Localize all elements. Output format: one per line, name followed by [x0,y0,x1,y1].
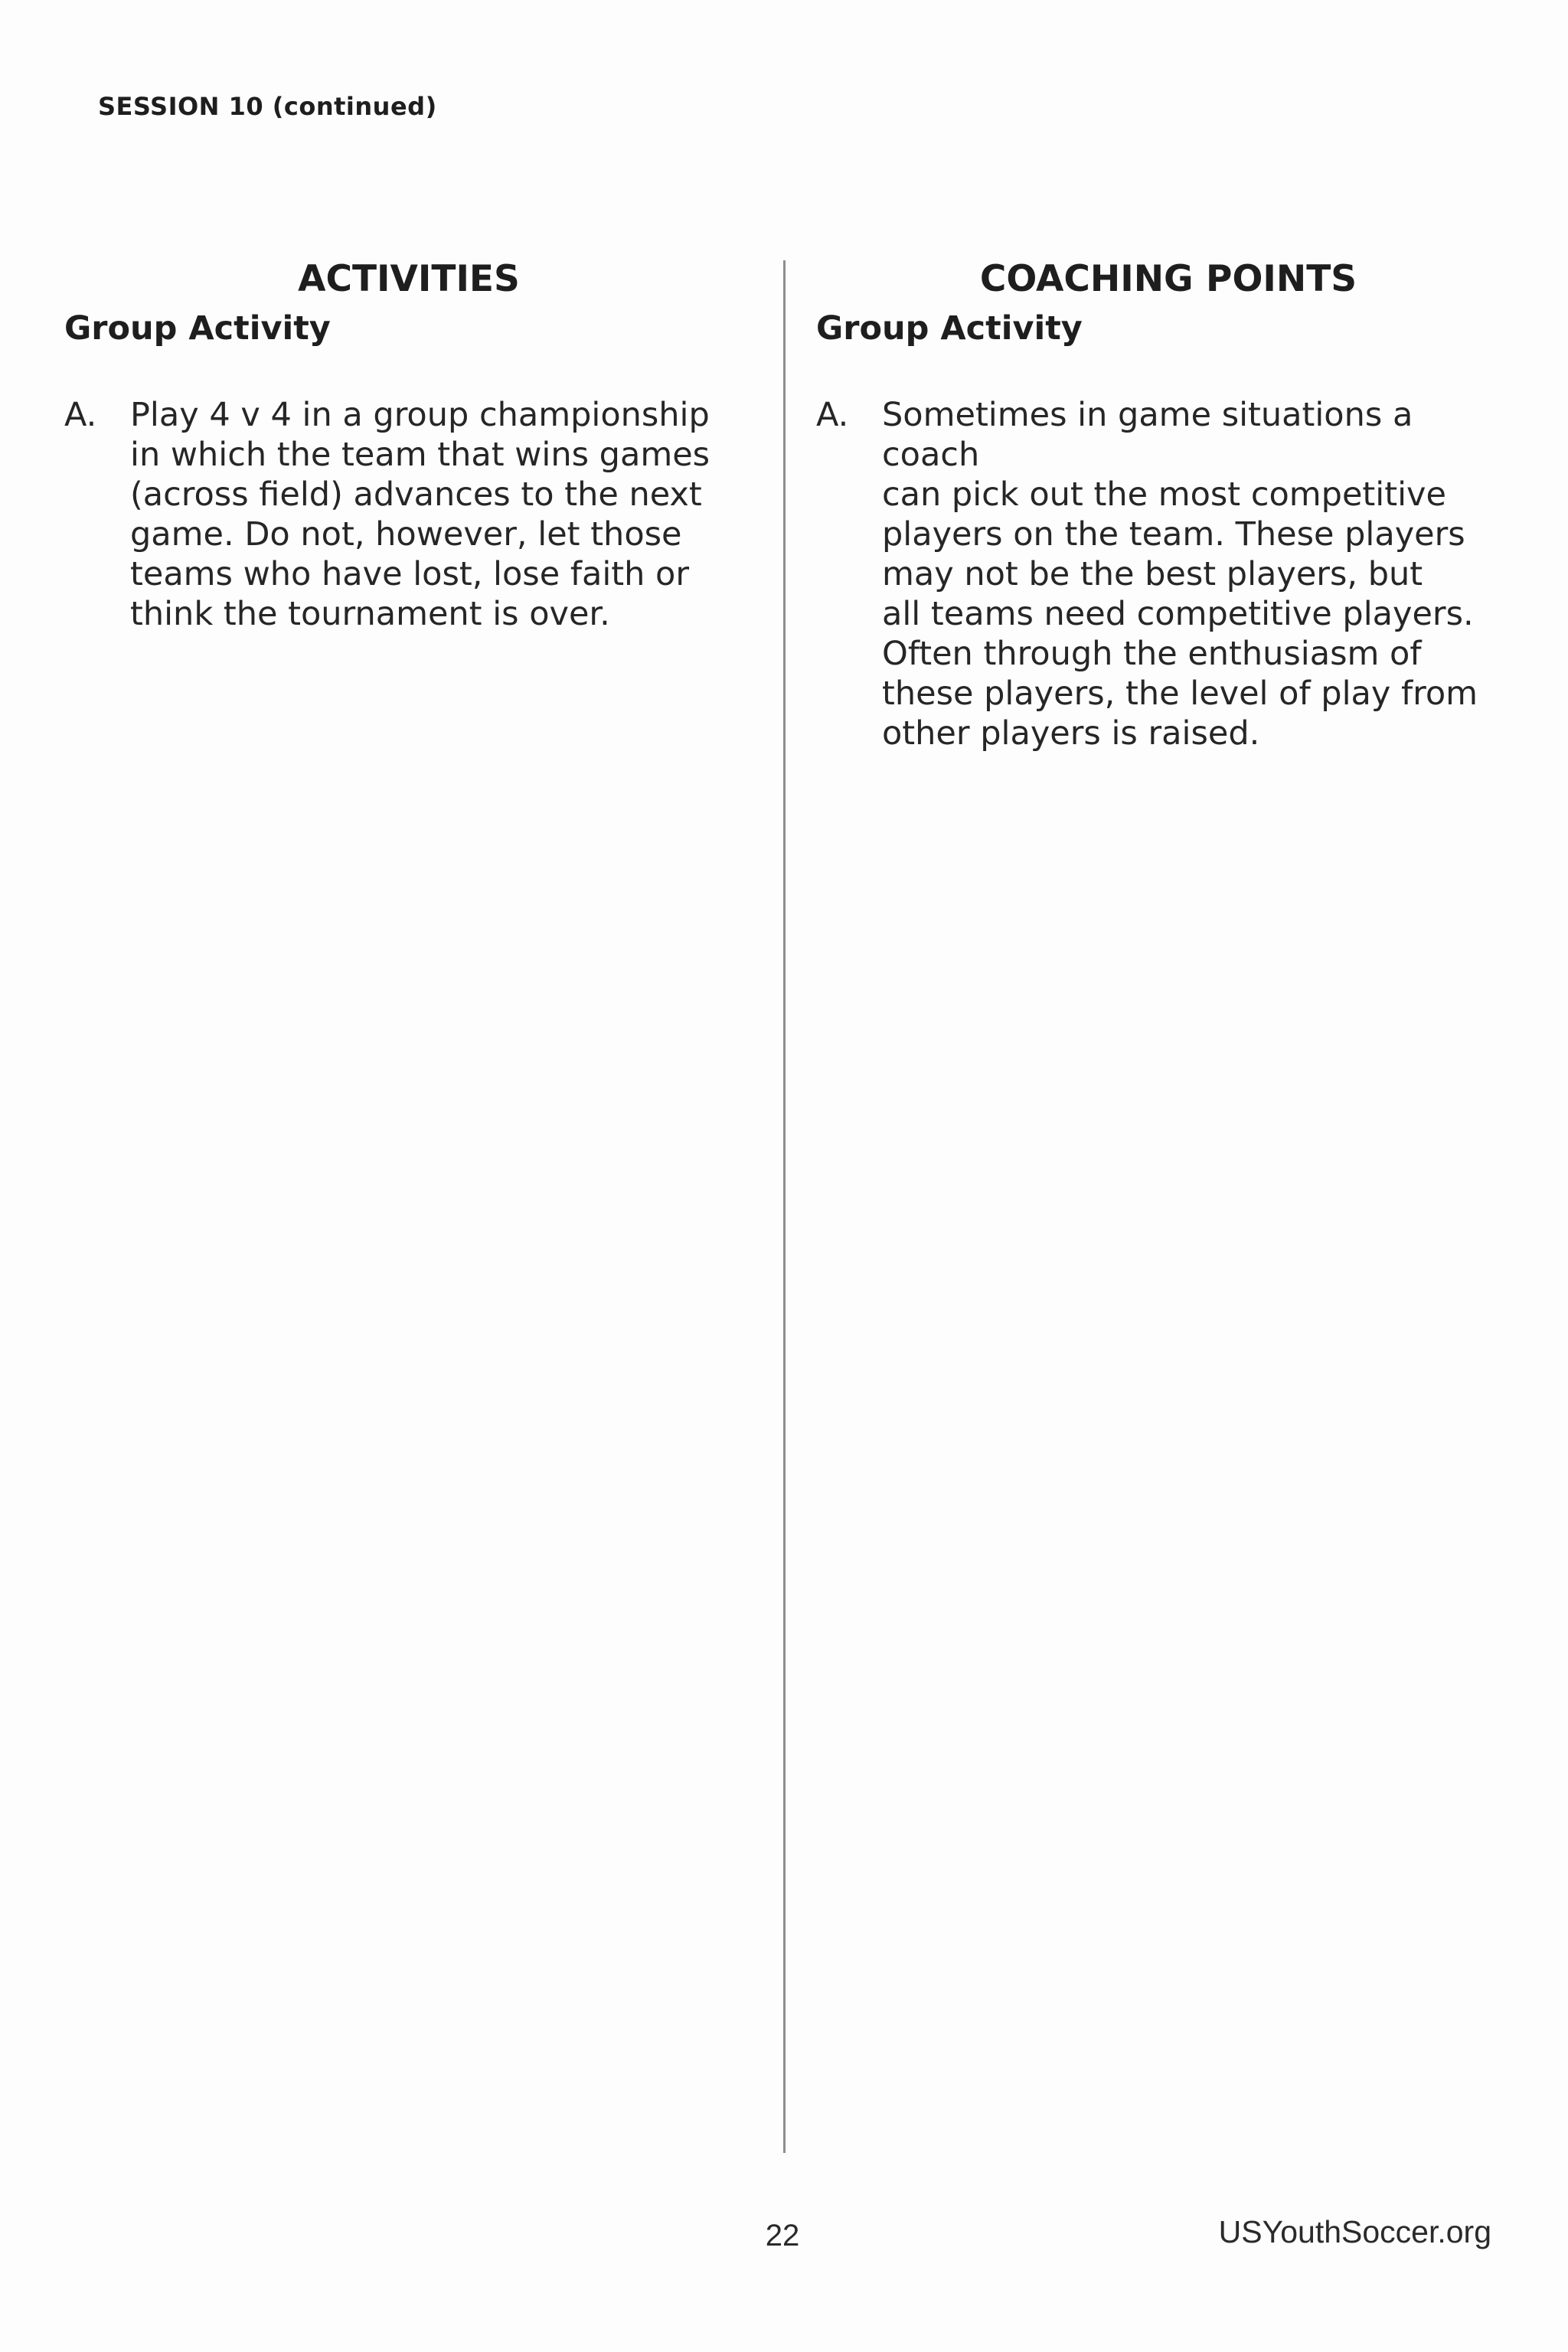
column-divider [783,260,786,2153]
activity-item-marker: A. [64,396,97,434]
coaching-point-item-text: Sometimes in game situations a coach can pick out the most competitive players on the team. These players may not be the best players, but all teams need competitive players. Often through the enthusiasm of these players, the level of play from other players is raised. [882,396,1478,753]
coaching-points-subtitle: Group Activity [816,309,1083,348]
activity-item [64,395,753,634]
website-url: USYouthSoccer.org [1218,2214,1491,2249]
coaching-points-column [816,253,1521,753]
page-number: 22 [765,2219,800,2252]
coaching-points-title: COACHING POINTS [979,258,1357,300]
coaching-point-item-marker: A. [816,396,849,434]
session-header: SESSION 10 (continued) [98,92,437,121]
activities-column [64,253,753,634]
activities-title: ACTIVITIES [298,258,520,300]
activity-item-text: Play 4 v 4 in a group championship in which the team that wins games (across field) advances to the next game. Do not, however, let those teams who have lost, lose faith or think the tournament is over. [130,396,710,633]
coaching-point-item [816,395,1521,753]
activities-subtitle: Group Activity [64,309,331,348]
